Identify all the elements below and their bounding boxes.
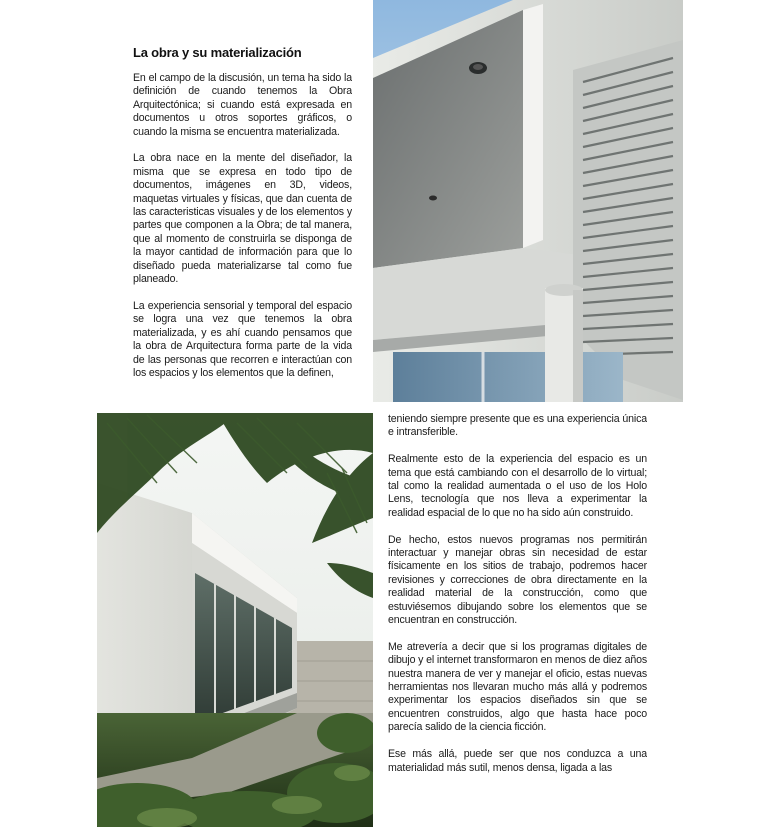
- paragraph: Me atrevería a decir que si los programas digitales de dibujo y el internet transformaron en menos de diez años nuestra manera de ver y manejar el oficio, estas nuevas herramientas nos llevaran mucho más allá y podremos experimentar los espacios diseñados sin que se encuentren construidos, algo que hasta hace poco parecía salido de la ciencia ficción.: [388, 640, 647, 734]
- paragraph: La obra nace en la mente del diseñador, la misma que se expresa en todo tipo de documentos, imágenes en 3D, videos, maquetas virtuales y físicas, que dan cuenta de las caracteristicas visuales y de los elementos y partes que componen a la Obra; de tal manera, que al momento de construirla se disponga de la mayor cantidad de información para que lo diseñado pueda materializarse tal como fue planeado.: [133, 152, 352, 286]
- paragraph: La experiencia sensorial y temporal del espacio se logra una vez que tenemos la obra materializada, y es ahí cuando pensamos que la obra de Arquitectura forma parte de la vida de las personas que recorren e interactúan con los espacios y los elementos que la definen,: [133, 299, 352, 379]
- article-title: La obra y su materialización: [133, 45, 302, 60]
- left-text-column: [133, 72, 352, 398]
- building-photo-top: [373, 0, 683, 402]
- paragraph: De hecho, estos nuevos programas nos permitirán interactuar y manejar obras sin necesidad de estar físicamente en los sitios de trabajo, podremos hacer revisiones y correcciones de obra directamente en la realidad material de la construcción, como que estuviésemos dibujando sobre los elementos que se encuentran en construcción.: [388, 533, 647, 627]
- right-text-column: [388, 413, 647, 813]
- paragraph: Realmente esto de la experiencia del espacio es un tema que está cambiando con el desarrollo de lo virtual; tal como la realidad aumentada o el uso de los Holo Lens, tecnología que nos lleva a experimentar la realidad espacial de lo que no ha sido aún construido.: [388, 453, 647, 519]
- paragraph: En el campo de la discusión, un tema ha sido la definición de cuando tenemos la Obra Arquitectónica; si cuando está expresada en documentos u otros soportes gráficos, o cuando la misma se encuentra materializada.: [133, 72, 352, 138]
- paragraph: teniendo siempre presente que es una experiencia única e intransferible.: [388, 413, 647, 439]
- paragraph: Ese más allá, puede ser que nos conduzca a una materialidad más sutil, menos densa, ligada a las: [388, 748, 647, 774]
- building-photo-bottom: [97, 413, 373, 827]
